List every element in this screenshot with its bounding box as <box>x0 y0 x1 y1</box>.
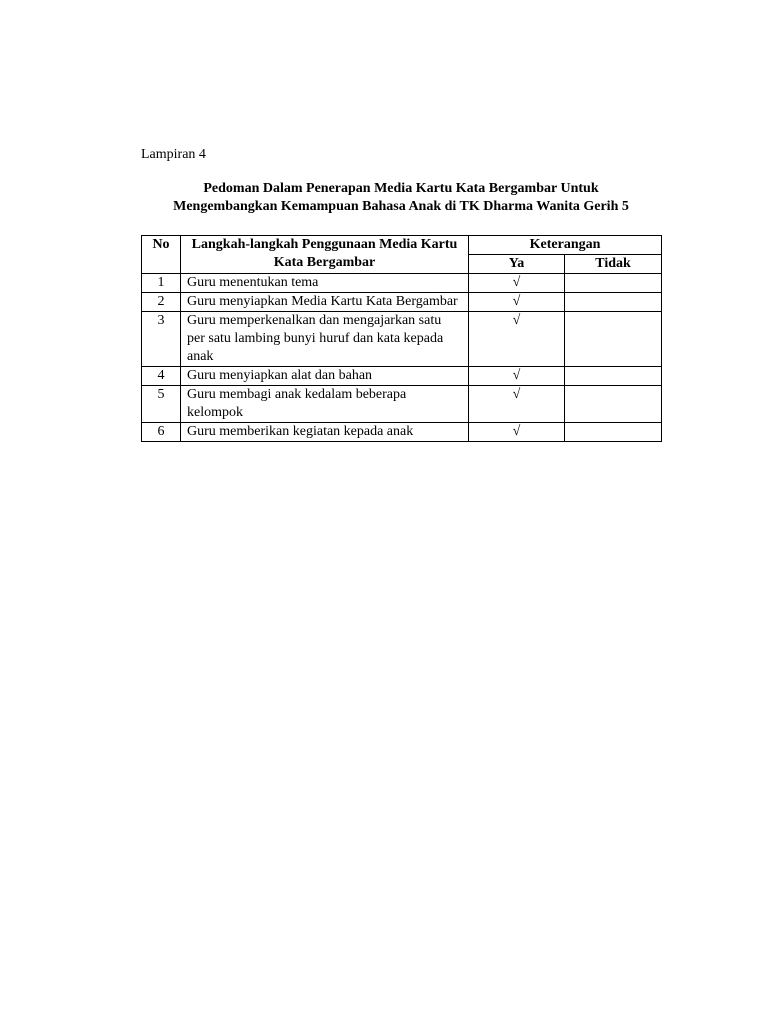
row-step: Guru membagi anak kedalam beberapa kelompok <box>181 386 469 423</box>
row-ya-check: √ <box>469 423 565 442</box>
title-line-1: Pedoman Dalam Penerapan Media Kartu Kata Bergambar Untuk <box>203 181 599 196</box>
row-no: 2 <box>142 293 181 312</box>
row-ya-check: √ <box>469 386 565 423</box>
row-ya-check: √ <box>469 367 565 386</box>
row-tidak <box>565 274 662 293</box>
row-ya-check: √ <box>469 274 565 293</box>
table-row <box>142 312 662 367</box>
row-tidak <box>565 312 662 367</box>
row-step: Guru memperkenalkan dan mengajarkan satu per satu lambing bunyi huruf dan kata kepada anak <box>181 312 469 367</box>
header-steps: Langkah-langkah Penggunaan Media Kartu Kata Bergambar <box>181 236 469 274</box>
appendix-label: Lampiran 4 <box>141 147 206 162</box>
header-no: No <box>142 236 181 274</box>
row-step: Guru menentukan tema <box>181 274 469 293</box>
document-title <box>141 180 661 216</box>
row-ya-check: √ <box>469 293 565 312</box>
table-header-row <box>142 236 662 255</box>
header-keterangan: Keterangan <box>469 236 662 255</box>
row-step: Guru menyiapkan alat dan bahan <box>181 367 469 386</box>
row-no: 4 <box>142 367 181 386</box>
header-ya: Ya <box>469 255 565 274</box>
row-step: Guru menyiapkan Media Kartu Kata Bergambar <box>181 293 469 312</box>
guideline-table <box>141 235 662 442</box>
table-row <box>142 293 662 312</box>
table-row <box>142 423 662 442</box>
row-ya-check: √ <box>469 312 565 367</box>
row-tidak <box>565 367 662 386</box>
row-step: Guru memberikan kegiatan kepada anak <box>181 423 469 442</box>
table-row <box>142 274 662 293</box>
table-row <box>142 367 662 386</box>
row-no: 1 <box>142 274 181 293</box>
row-no: 5 <box>142 386 181 423</box>
row-no: 6 <box>142 423 181 442</box>
row-no: 3 <box>142 312 181 367</box>
row-tidak <box>565 386 662 423</box>
title-line-2: Mengembangkan Kemampuan Bahasa Anak di TK Dharma Wanita Gerih 5 <box>173 199 629 214</box>
header-tidak: Tidak <box>565 255 662 274</box>
row-tidak <box>565 423 662 442</box>
table-row <box>142 386 662 423</box>
row-tidak <box>565 293 662 312</box>
